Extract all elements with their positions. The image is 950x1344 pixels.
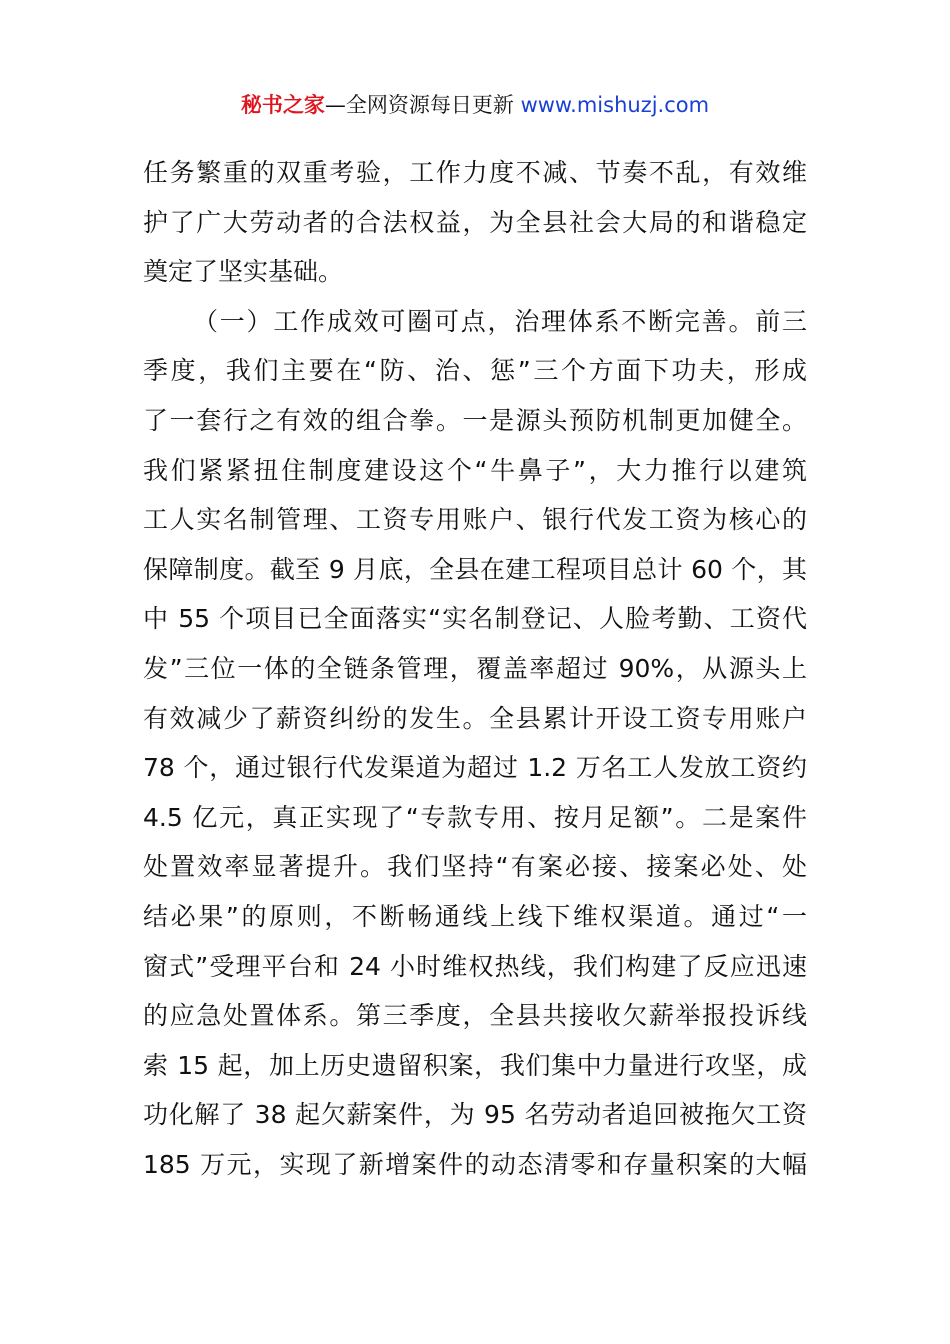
brand-name: 秘书之家 [240,93,325,117]
page-header [0,88,950,122]
text-line: 的应急处置体系。第三季度，全县共接收欠薪举报投诉线 [143,1001,807,1031]
text-line: 季度，我们主要在“防、治、惩”三个方面下功夫，形成 [143,356,807,386]
text-line: 任务繁重的双重考验，工作力度不减、节奏不乱，有效维 [143,158,807,187]
text-line: 78 个，通过银行代发渠道为超过 1.2 万名工人发放工资约 [143,753,807,783]
text-line: 我们紧紧扭住制度建设这个“牛鼻子”，大力推行以建筑 [143,455,807,485]
text-line: 功化解了 38 起欠薪案件，为 95 名劳动者追回被拖欠工资 [143,1100,807,1130]
text-line: 护了广大劳动者的合法权益，为全县社会大局的和谐稳定 [143,207,807,237]
header-tagline: —全网资源每日更新 [324,93,521,117]
text-line: 有效减少了薪资纠纷的发生。全县累计开设工资专用账户 [143,703,807,733]
text-line: 4.5 亿元，真正实现了“专款专用、按月足额”。二是案件 [143,802,807,832]
text-line: 185 万元，实现了新增案件的动态清零和存量积案的大幅 [143,1149,807,1179]
text-line: 奠定了坚实基础。 [143,257,344,287]
text-line: 中 55 个项目已全面落实“实名制登记、人脸考勤、工资代 [143,604,807,634]
text-line: 结必果”的原则，不断畅通线上线下维权渠道。通过“一 [143,901,807,931]
site-url-link[interactable]: www.mishuzj.com [520,93,710,117]
text-line: 处置效率显著提升。我们坚持“有案必接、接案必处、处 [143,852,807,882]
text-line: 了一套行之有效的组合拳。一是源头预防机制更加健全。 [143,405,807,435]
text-line: 索 15 起，加上历史遗留积案，我们集中力量进行攻坚，成 [143,1050,807,1080]
body-text [143,148,807,1189]
text-line: 保障制度。截至 9 月底，全县在建工程项目总计 60 个，其 [143,554,807,584]
text-line: 窗式”受理平台和 24 小时维权热线，我们构建了反应迅速 [143,951,807,981]
text-line: 发”三位一体的全链条管理，覆盖率超过 90%，从源头上 [143,653,807,683]
paragraph-heading-line: （一）工作成效可圈可点，治理体系不断完善。前三 [193,306,807,336]
text-line: 工人实名制管理、工资专用账户、银行代发工资为核心的 [143,505,807,535]
